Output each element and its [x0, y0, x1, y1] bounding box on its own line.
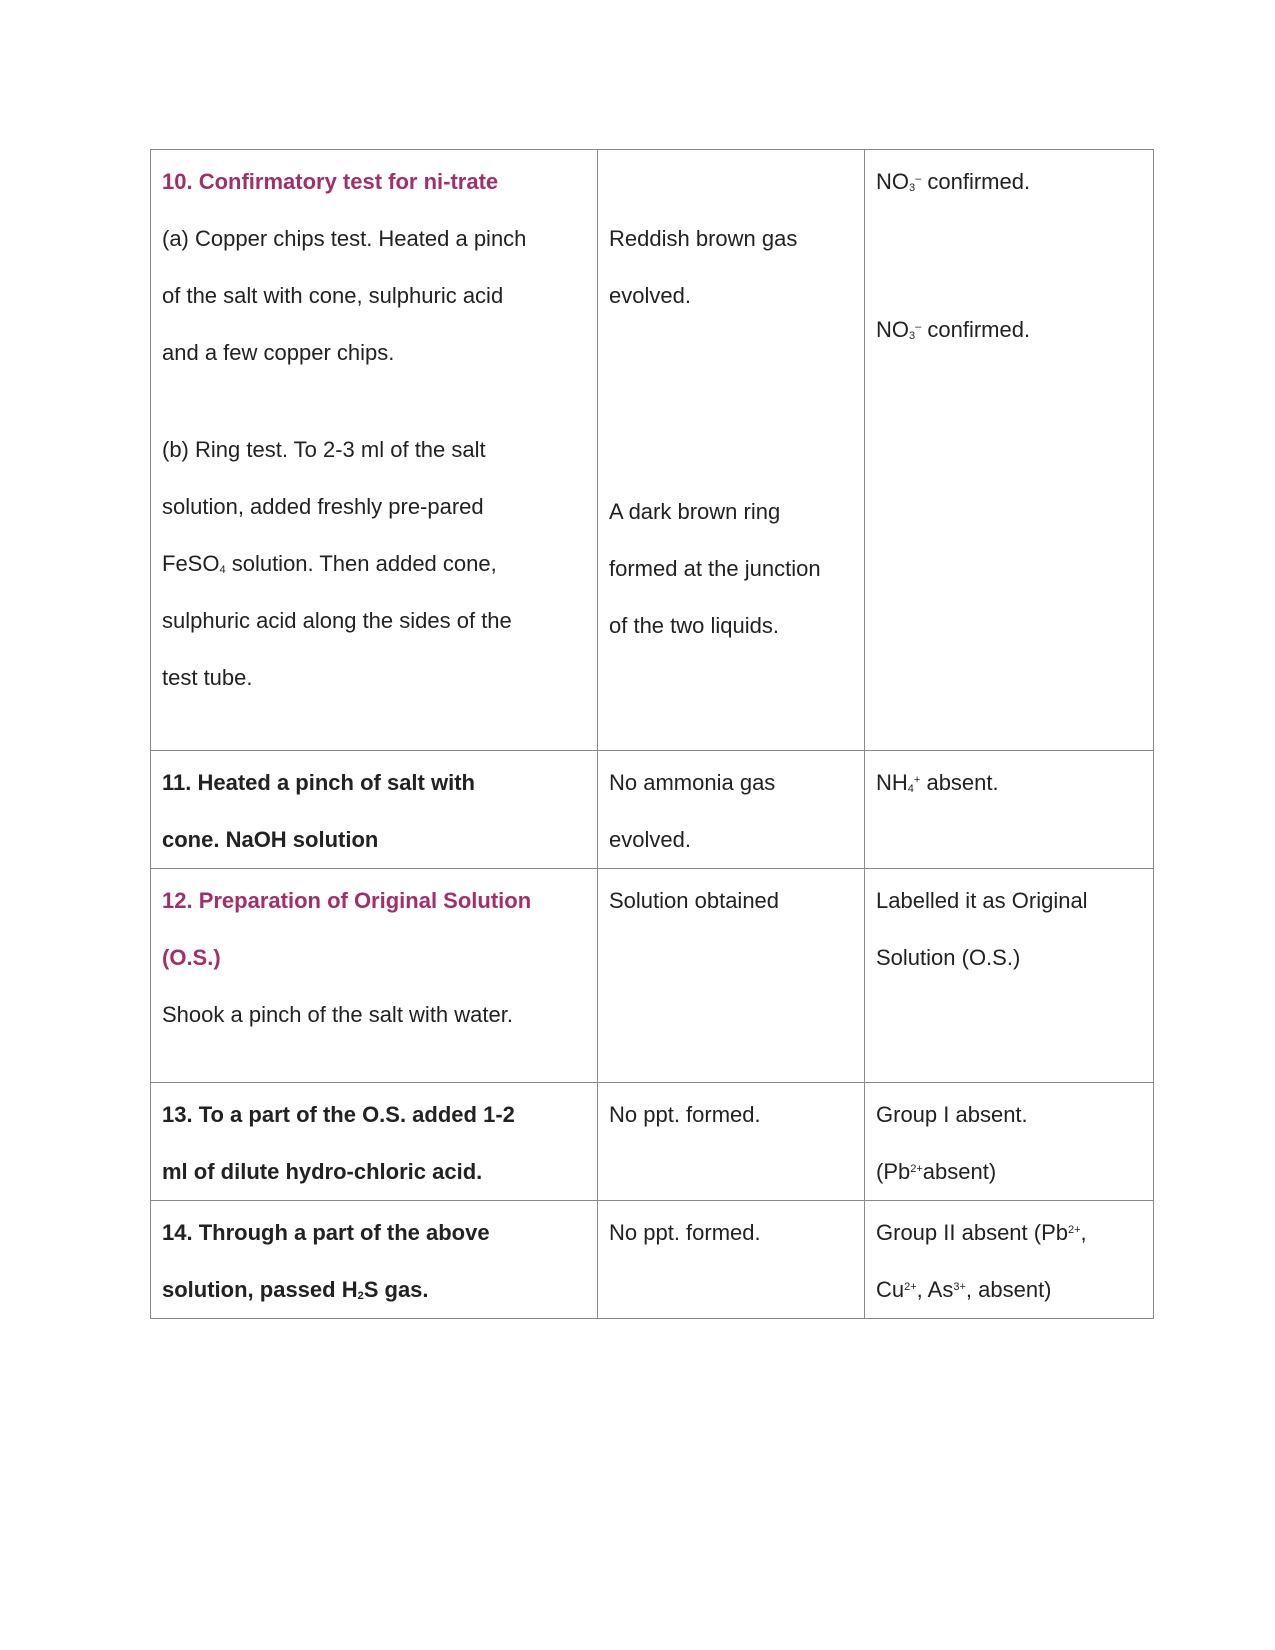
experiment-cell — [151, 1201, 598, 1319]
row-heading: 12. Preparation of Original Solution — [162, 888, 532, 913]
inference-cell — [865, 150, 1154, 751]
text-line: Labelled it as Original — [876, 888, 1088, 913]
inference-cell — [865, 1083, 1154, 1201]
text-line: No ammonia gas — [609, 770, 776, 795]
text-line: Shook a pinch of the salt with water. — [162, 1002, 513, 1027]
table-row — [151, 751, 1154, 869]
text-line: Solution (O.S.) — [876, 945, 1021, 970]
text-line: cone. NaOH solution — [162, 827, 379, 852]
text-line: 11. Heated a pinch of salt with — [162, 770, 475, 795]
text-line: of the two liquids. — [609, 613, 779, 638]
results-table — [150, 149, 1154, 1319]
text-line: A dark brown ring — [609, 499, 781, 524]
text-line: solution, added freshly pre-pared — [162, 494, 484, 519]
text-line: $NO_3^-$ confirmed. — [876, 317, 1031, 342]
row-heading: 10. Confirmatory test for ni-trate — [162, 169, 499, 194]
observation-cell — [598, 1083, 865, 1201]
text-line: evolved. — [609, 827, 691, 852]
text-line: No ppt. formed. — [609, 1220, 761, 1245]
inference-cell — [865, 869, 1154, 1083]
text-line: Solution obtained — [609, 888, 780, 913]
text-line: solution, passed $H_2S$ gas. — [162, 1277, 429, 1302]
experiment-cell — [151, 869, 598, 1083]
text-line: ml of dilute hydro-chloric acid. — [162, 1159, 483, 1184]
table-row — [151, 869, 1154, 1083]
experiment-cell — [151, 1083, 598, 1201]
text-line: evolved. — [609, 283, 691, 308]
table-row — [151, 150, 1154, 751]
text-line: 14. Through a part of the above — [162, 1220, 490, 1245]
inference-cell — [865, 1201, 1154, 1319]
text-line: of the salt with cone, sulphuric acid — [162, 283, 504, 308]
text-line: $NO_3^-$ confirmed. — [876, 169, 1031, 194]
text-line: test tube. — [162, 665, 253, 690]
text-line: Group II absent ($Pb^{2+}$, — [876, 1220, 1087, 1245]
text-line: Reddish brown gas — [609, 226, 798, 251]
text-line: Group I absent. — [876, 1102, 1028, 1127]
observation-cell — [598, 751, 865, 869]
text-line: formed at the junction — [609, 556, 821, 581]
table-row — [151, 1201, 1154, 1319]
text-line: (b) Ring test. To 2-3 ml of the salt — [162, 437, 486, 462]
text-line: FeSO$_4$ solution. Then added cone, — [162, 551, 497, 576]
text-line: sulphuric acid along the sides of the — [162, 608, 512, 633]
text-line: $(Pb^{2+}absent)$ — [876, 1159, 997, 1184]
text-line: $Cu^{2+}$, $As^{3+}$, absent) — [876, 1277, 1052, 1302]
experiment-cell — [151, 751, 598, 869]
observation-cell — [598, 869, 865, 1083]
observation-cell — [598, 1201, 865, 1319]
text-line: (a) Copper chips test. Heated a pinch — [162, 226, 527, 251]
text-line: 13. To a part of the O.S. added 1-2 — [162, 1102, 515, 1127]
inference-cell — [865, 751, 1154, 869]
observation-cell — [598, 150, 865, 751]
text-line: and a few copper chips. — [162, 340, 395, 365]
text-line: $NH_4^+$ absent. — [876, 770, 999, 795]
row-heading: (O.S.) — [162, 945, 221, 970]
experiment-cell — [151, 150, 598, 751]
text-line: No ppt. formed. — [609, 1102, 761, 1127]
table-row — [151, 1083, 1154, 1201]
